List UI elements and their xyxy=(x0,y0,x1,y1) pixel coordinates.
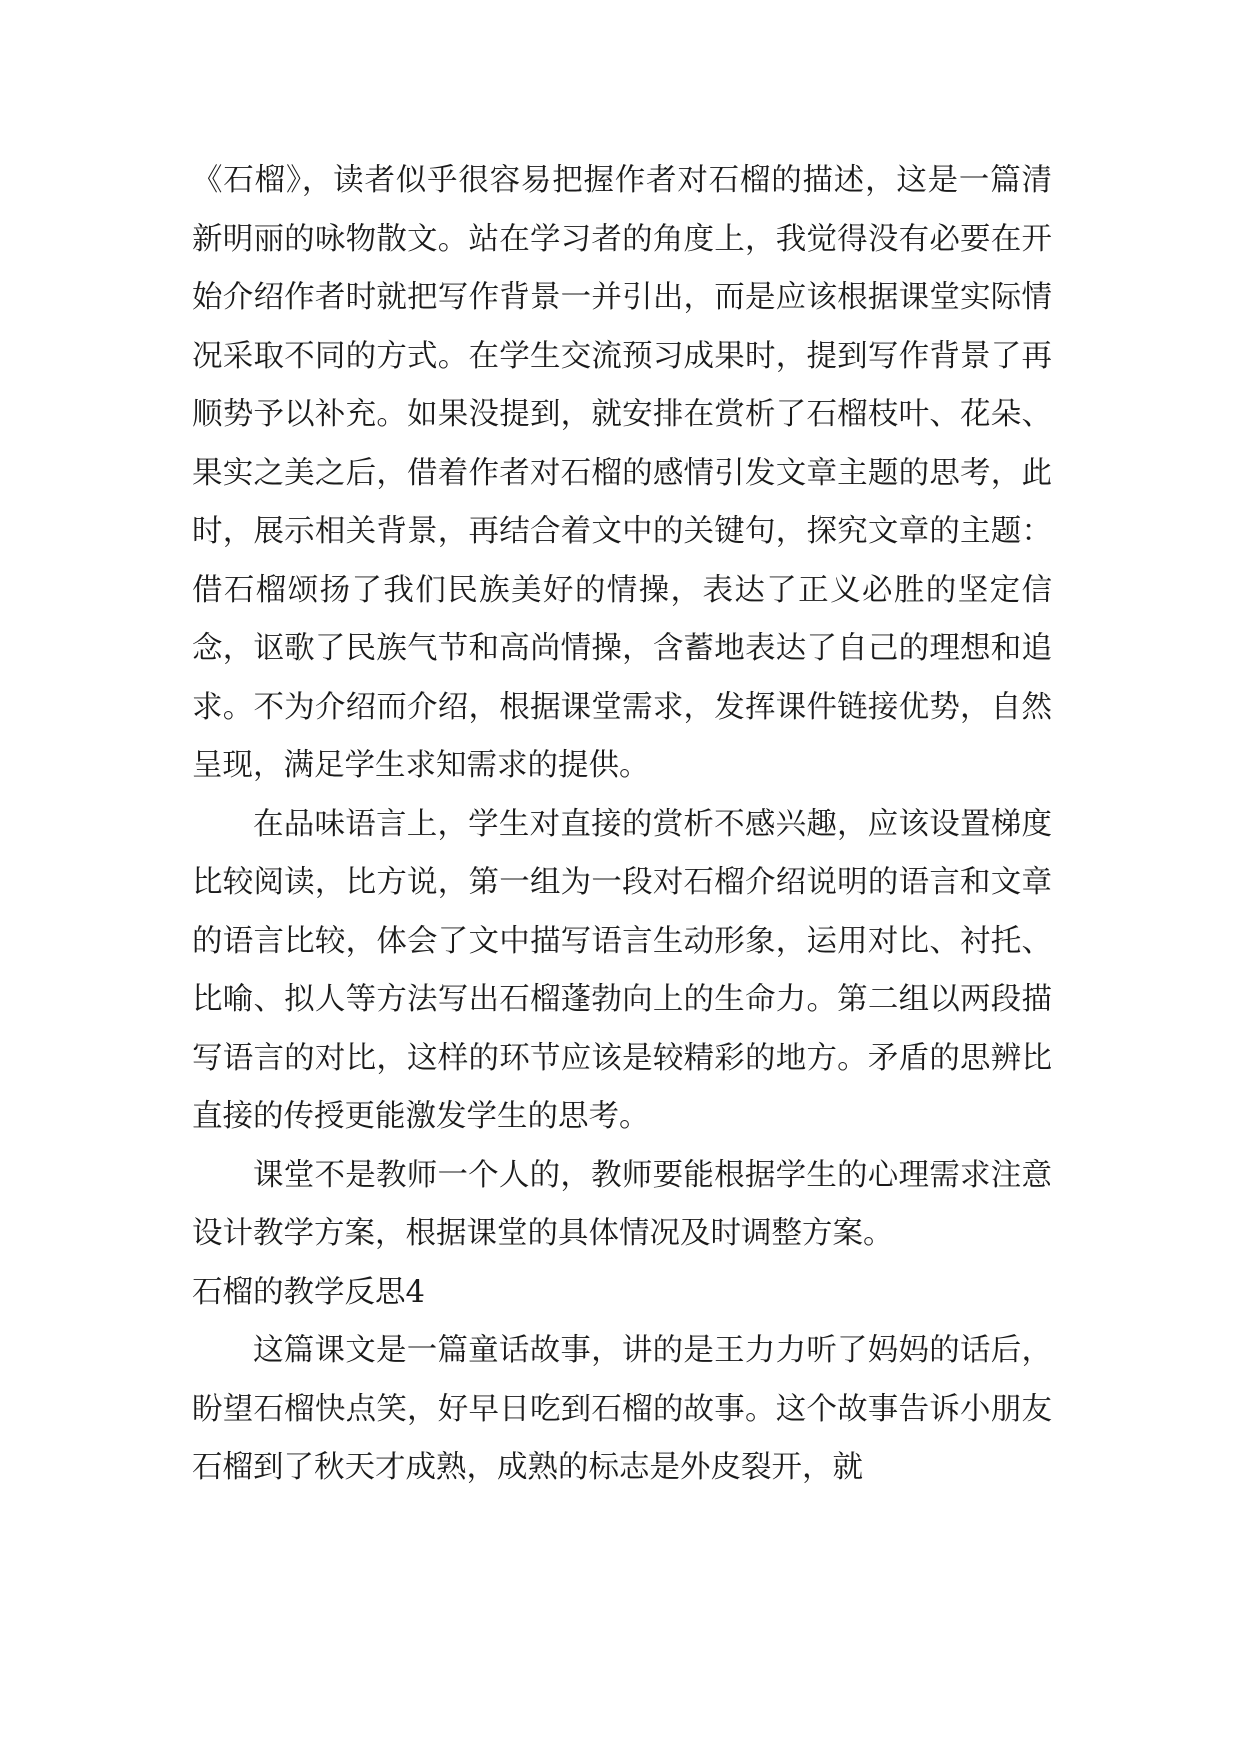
paragraph-classroom-reflection: 课堂不是教师一个人的，教师要能根据学生的心理需求注意设计教学方案，根据课堂的具体情况及时调整方案。 xyxy=(192,1157,1052,1251)
paragraph-shiliu-intro: 《石榴》，读者似乎很容易把握作者对石榴的描述，这是一篇清新明丽的咏物散文。站在学习者的角度上，我觉得没有必要在开始介绍作者时就把写作背景一并引出，而是应该根据课堂实际情况采取不同的方式。在学生交流预习成果时，提到写作背景了再顺势予以补充。如果没提到，就安排在赏析了石榴枝叶、花朵、果实之美之后，借着作者对石榴的感情引发文章主题的思考，此时，展示相关背景，再结合着文中的关键句，探究文章的主题：借石榴颂扬了我们民族美好的情操，表达了正义必胜的坚定信念，讴歌了民族气节和高尚情操，含蓄地表达了自己的理想和追求。不为介绍而介绍，根据课堂需求，发挥课件链接优势，自然呈现，满足学生求知需求的提供。 xyxy=(192,163,1052,783)
section-heading: 石榴的教学反思4 xyxy=(192,1274,425,1310)
paragraph-language-appreciation: 在品味语言上，学生对直接的赏析不感兴趣，应该设置梯度比较阅读，比方说，第一组为一段对石榴介绍说明的语言和文章的语言比较，体会了文中描写语言生动形象，运用对比、衬托、比喻、拟人等方法写出石榴蓬勃向上的生命力。第二组以两段描写语言的对比，这样的环节应该是较精彩的地方。矛盾的思辨比直接的传授更能激发学生的思考。 xyxy=(192,806,1052,1134)
document-body xyxy=(192,152,1052,1498)
paragraph-fairy-tale: 这篇课文是一篇童话故事，讲的是王力力听了妈妈的话后，盼望石榴快点笑，好早日吃到石榴的故事。这个故事告诉小朋友石榴到了秋天才成熟，成熟的标志是外皮裂开，就 xyxy=(192,1333,1052,1485)
